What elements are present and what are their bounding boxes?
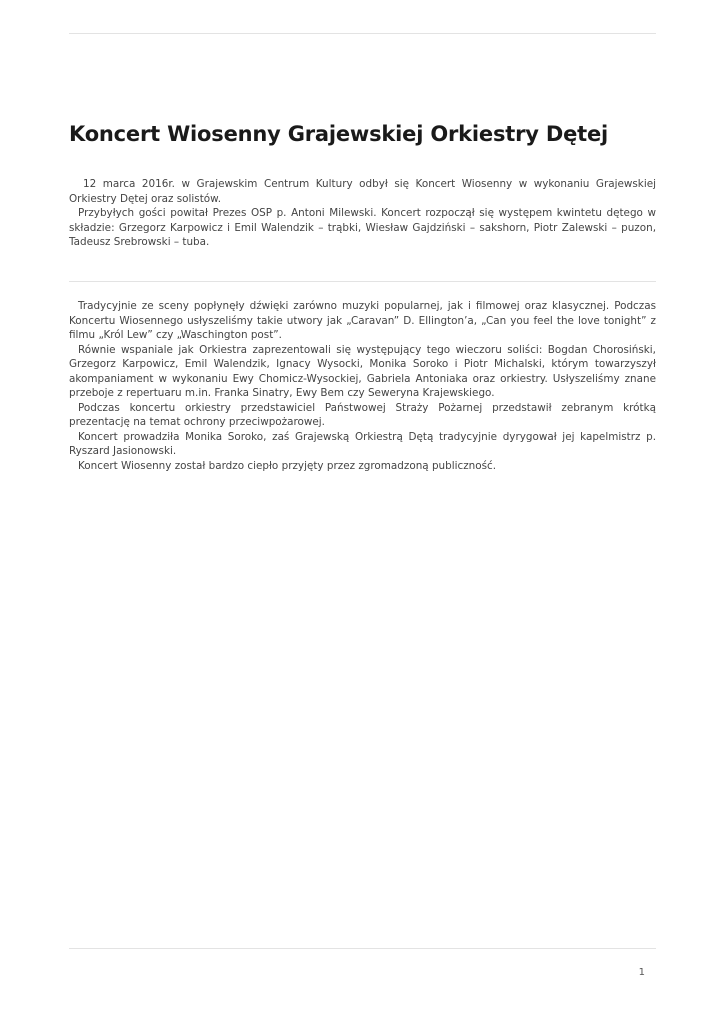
bottom-divider bbox=[69, 948, 656, 949]
article-title: Koncert Wiosenny Grajewskiej Orkiestry Dętej bbox=[69, 122, 608, 146]
body-section bbox=[69, 299, 656, 473]
body-paragraph: Równie wspaniale jak Orkiestra zaprezentowali się występujący tego wieczoru soliści: Bogdan Chorosiński, Grzegorz Karpowicz, Emil Walendzik, Ignacy Wysocki, Monika Soroko i Piotr Michalski, którym towarzyszył akompaniament w wykonaniu Ewy Chomicz-Wysockiej, Gabriela Antoniaka oraz orkiestry. Usłyszeliśmy znane przeboje z repertuaru m.in. Franka Sinatry, Ewy Bem czy Seweryna Krajewskiego. bbox=[69, 343, 656, 399]
body-paragraph: Podczas koncertu orkiestry przedstawiciel Państwowej Straży Pożarnej przedstawił zebranym krótką prezentację na temat ochrony przeciwpożarowej. bbox=[69, 401, 656, 428]
body-paragraph: Koncert prowadziła Monika Soroko, zaś Grajewską Orkiestrą Dętą tradycyjnie dyrygował jej kapelmistrz p. Ryszard Jasionowski. bbox=[69, 430, 656, 457]
section-divider bbox=[69, 281, 656, 282]
body-paragraph: Koncert Wiosenny został bardzo ciepło przyjęty przez zgromadzoną publiczność. bbox=[78, 459, 497, 472]
intro-section bbox=[69, 177, 656, 250]
top-divider bbox=[69, 33, 656, 34]
page-number: 1 bbox=[638, 967, 645, 978]
intro-paragraph: 12 marca 2016r. w Grajewskim Centrum Kultury odbył się Koncert Wiosenny w wykonaniu Grajewskiej Orkiestry Dętej oraz solistów. bbox=[69, 178, 656, 205]
body-paragraph: Tradycyjnie ze sceny popłynęły dźwięki zarówno muzyki popularnej, jak i filmowej oraz klasycznej. Podczas Koncertu Wiosennego usłyszeliśmy takie utwory jak „Caravan” D. Ellington’a, „Can you feel the love tonight” z filmu „Król Lew” czy „Waschington post”. bbox=[69, 300, 656, 341]
intro-paragraph: Przybyłych gości powitał Prezes OSP p. Antoni Milewski. Koncert rozpoczął się występem kwintetu dętego w składzie: Grzegorz Karpowicz i Emil Walendzik – trąbki, Wiesław Gajdziński – sakshorn, Piotr Zalewski – puzon, Tadeusz Srebrowski – tuba. bbox=[69, 207, 656, 248]
